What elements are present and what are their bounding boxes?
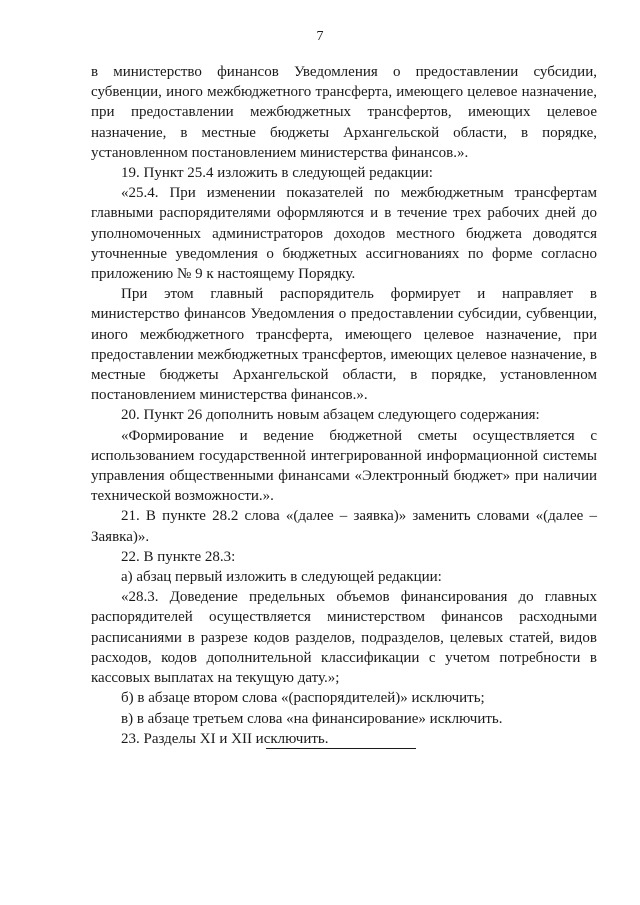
paragraph: в министерство финансов Уведомления о предоставлении субсидии, субвенции, иного межбюджетного трансферта, имеющего целевое назначение, при предоставлении межбюджетных трансфертов, имеющих целевое назначение, в местные бюджеты Архангельской области, в порядке, установленном постановлением министерства финансов.». — [91, 64, 597, 161]
page-number: 7 — [316, 29, 324, 44]
paragraph: 20. Пункт 26 дополнить новым абзацем следующего содержания: — [121, 407, 540, 424]
paragraph: «25.4. При изменении показателей по межбюджетным трансфертам главными распорядителями оформляются и в течение трех рабочих дней до уполномоченных администраторов доходов местного бюджета доводятся уточненные уведомления о бюджетных ассигнованиях по форме согласно приложению № 9 к настоящему Порядку. — [91, 185, 597, 283]
document-body — [91, 62, 597, 749]
paragraph: б) в абзаце втором слова «(распорядителей)» исключить; — [121, 690, 485, 707]
paragraph: в) в абзаце третьем слова «на финансирование» исключить. — [121, 710, 503, 727]
paragraph: а) абзац первый изложить в следующей редакции: — [121, 569, 442, 586]
paragraph: 19. Пункт 25.4 изложить в следующей редакции: — [121, 165, 433, 182]
paragraph: 21. В пункте 28.2 слова «(далее – заявка)» заменить словами «(далее – Заявка)». — [91, 508, 597, 545]
paragraph: 22. В пункте 28.3: — [121, 548, 236, 565]
paragraph: 23. Разделы XI и XII исключить. — [121, 730, 329, 747]
paragraph: «28.3. Доведение предельных объемов финансирования до главных распорядителей осуществляется министерством финансов расходными расписаниями в разрезе кодов разделов, подразделов, целевых статей, видов расходов, кодов дополнительной классификации с учетом потребности в кассовых выплатах на текущую дату.»; — [91, 589, 597, 687]
paragraph: При этом главный распорядитель формирует и направляет в министерство финансов Уведомления о предоставлении субсидии, субвенции, иного межбюджетного трансферта, имеющего целевое назначение, при предоставлении межбюджетных трансфертов, имеющих целевое назначение, в местные бюджеты Архангельской области, в порядке, установленном постановлением министерства финансов.». — [91, 286, 597, 404]
paragraph: «Формирование и ведение бюджетной сметы осуществляется с использованием государственной интегрированной информационной системы управления общественными финансами «Электронный бюджет» при наличии технической возможности.». — [91, 427, 597, 505]
end-divider — [266, 748, 416, 749]
